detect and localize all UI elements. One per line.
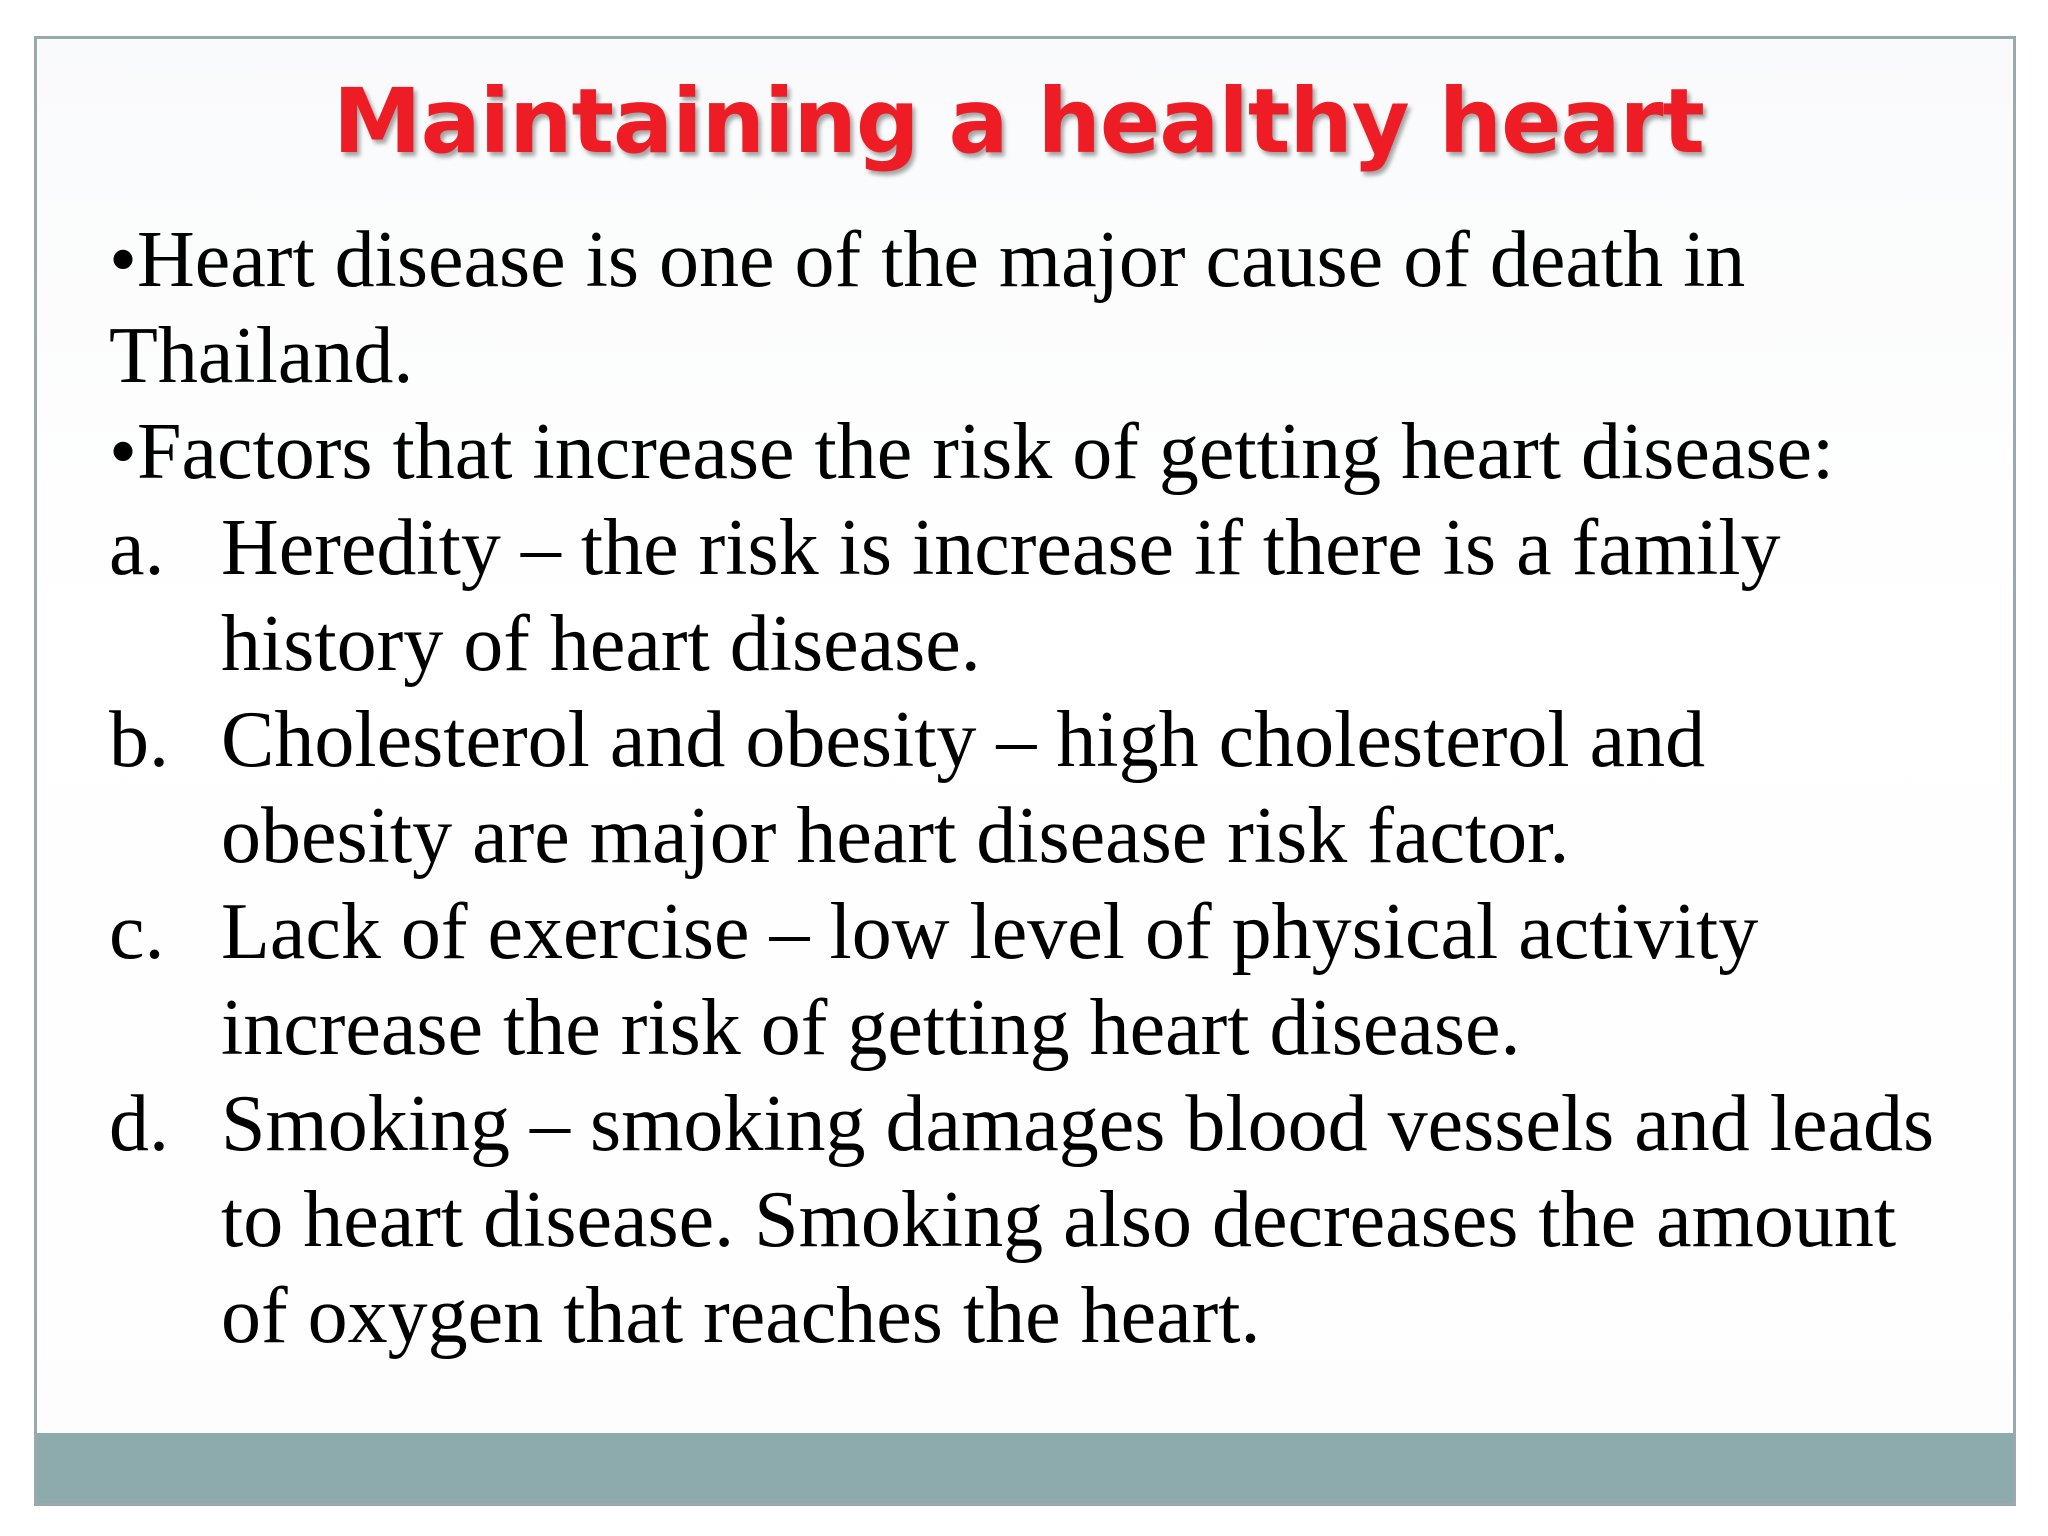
factor-line: history of heart disease. bbox=[221, 600, 981, 688]
slide-title: Maintaining a healthy heart bbox=[333, 69, 1704, 173]
bullet-item-risk-factors bbox=[109, 404, 1989, 500]
factor-line: to heart disease. Smoking also decreases the amount bbox=[221, 1176, 1897, 1264]
slide bbox=[34, 36, 2016, 1506]
list-marker: d. bbox=[109, 1080, 169, 1168]
factor-line: Lack of exercise – low level of physical activity bbox=[221, 888, 1759, 976]
footer-bar bbox=[37, 1433, 2013, 1503]
bullet-line bbox=[109, 404, 1989, 500]
factor-item-exercise bbox=[109, 884, 1989, 1076]
factor-item-heredity bbox=[109, 500, 1989, 692]
bullet-symbol: • bbox=[109, 408, 138, 496]
bullet-line bbox=[109, 212, 1989, 308]
bullet-item-death-cause bbox=[109, 212, 1989, 404]
bullet-text: Heart disease is one of the major cause of death in bbox=[137, 216, 1746, 304]
factor-item-cholesterol bbox=[109, 692, 1989, 884]
slide-body bbox=[109, 212, 1989, 1364]
factor-line: increase the risk of getting heart disease. bbox=[221, 984, 1521, 1072]
bullet-text: Factors that increase the risk of getting heart disease: bbox=[137, 408, 1835, 496]
factor-line: obesity are major heart disease risk factor. bbox=[221, 792, 1570, 880]
list-marker: a. bbox=[109, 504, 165, 592]
list-marker: c. bbox=[109, 888, 165, 976]
factor-line: of oxygen that reaches the heart. bbox=[221, 1272, 1261, 1360]
bullet-line: Thailand. bbox=[109, 312, 414, 400]
factor-line: Smoking – smoking damages blood vessels and leads bbox=[221, 1080, 1935, 1168]
factor-line: Cholesterol and obesity – high cholesterol and bbox=[221, 696, 1706, 784]
factor-item-smoking bbox=[109, 1076, 1989, 1364]
list-marker: b. bbox=[109, 696, 169, 784]
bullet-symbol: • bbox=[109, 216, 138, 304]
factor-line: Heredity – the risk is increase if there is a family bbox=[221, 504, 1781, 592]
